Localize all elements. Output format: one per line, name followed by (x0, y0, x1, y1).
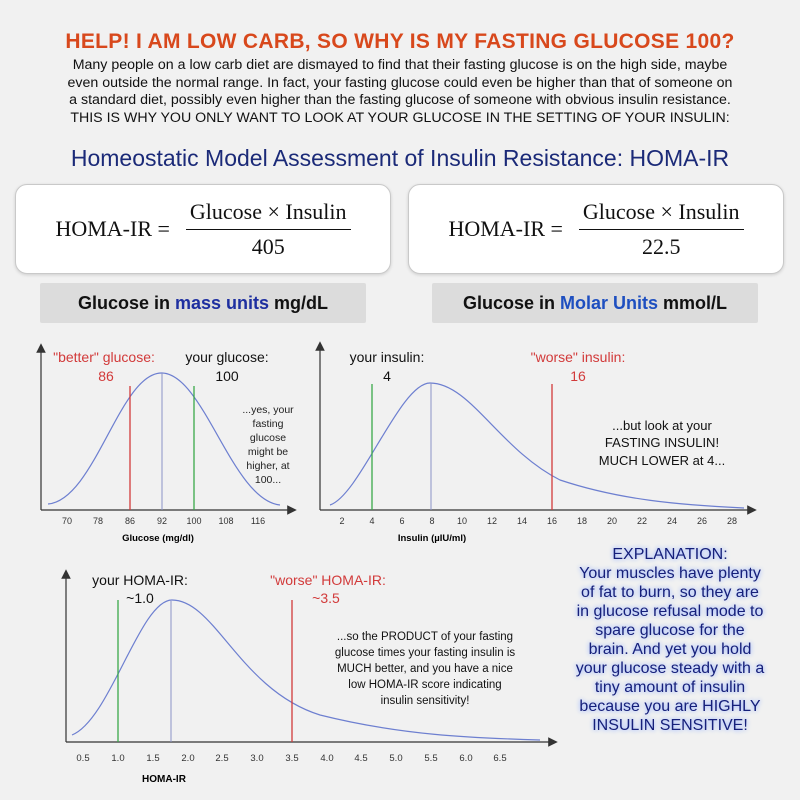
homa-your-label: your HOMA-IR: (92, 572, 188, 588)
glucose-better-value: 86 (98, 368, 114, 384)
note-line: ...but look at your (612, 418, 712, 433)
formula-numerator: Glucose × Insulin (186, 199, 351, 230)
tick-label: 4.5 (354, 753, 368, 764)
units-highlight: Molar Units (560, 292, 659, 313)
tick-label: 3.0 (250, 753, 264, 764)
formula-denominator: 405 (251, 233, 285, 259)
homa-xlabel: HOMA-IR (142, 774, 186, 785)
explanation-line: in glucose refusal mode to (576, 603, 764, 620)
explanation-line: brain. And yet you hold (588, 641, 752, 658)
note-line: MUCH LOWER at 4... (598, 453, 726, 468)
glucose-your-label: your glucose: (185, 349, 269, 365)
tick-label: 28 (726, 516, 738, 526)
explanation-line: Your muscles have plenty (579, 565, 761, 582)
note-line: FASTING INSULIN! (604, 435, 720, 450)
explanation-line: your glucose steady with a (575, 660, 765, 677)
insulin-chart (320, 346, 752, 544)
glucose-curve (48, 373, 280, 505)
glucose-your-value: 100 (215, 368, 239, 384)
tick-label: 5.5 (424, 753, 438, 764)
units-pre: Glucose in (462, 292, 555, 313)
glucose-better-label: "better" glucose: (53, 349, 155, 365)
note-line: might be (247, 446, 289, 458)
tick-label: 8 (429, 516, 435, 526)
homa-title: Homeostatic Model Assessment of Insulin Resistance: HOMA-IR (70, 145, 730, 171)
tick-label: 70 (61, 516, 73, 526)
tick-label: 1.0 (111, 753, 125, 764)
tick-label: 24 (666, 516, 678, 526)
glucose-chart (41, 348, 294, 544)
explanation-line: of fat to burn, so they are (581, 584, 759, 601)
insulin-xlabel: Insulin (µIU/ml) (397, 533, 467, 544)
formula-numerator: Glucose × Insulin (579, 199, 744, 230)
tick-label: 14 (516, 516, 528, 526)
note-line: glucose (249, 432, 287, 444)
formula-lhs: HOMA-IR = (55, 216, 170, 241)
tick-label: 12 (486, 516, 498, 526)
tick-label: 3.5 (285, 753, 299, 764)
tick-label: 20 (606, 516, 618, 526)
homa-your-value: ~1.0 (126, 590, 154, 606)
tick-label: 6.5 (493, 753, 507, 764)
glucose-note (242, 404, 294, 486)
homa-chart (66, 572, 553, 785)
explanation-line: spare glucose for the (595, 622, 745, 639)
glucose-xlabel: Glucose (mg/dl) (122, 533, 194, 544)
tick-label: 6 (399, 516, 405, 526)
homa-ticks (76, 753, 506, 764)
intro-line: THIS IS WHY YOU ONLY WANT TO LOOK AT YOUR GLUCOSE IN THE SETTING OF YOUR INSULIN: (70, 109, 730, 126)
tick-label: 108 (218, 516, 234, 526)
units-pre: Glucose in (77, 292, 170, 313)
note-line: glucose times your fasting insulin is (334, 647, 516, 659)
formula-denominator: 22.5 (641, 233, 681, 259)
tick-label: 6.0 (459, 753, 473, 764)
explanation-panel (556, 545, 784, 735)
tick-label: 5.0 (389, 753, 403, 764)
tick-label: 16 (546, 516, 558, 526)
units-post: mg/dL (274, 292, 329, 313)
note-line: fasting (252, 418, 284, 430)
headline: HELP! I AM LOW CARB, SO WHY IS MY FASTING GLUCOSE 100? (65, 30, 735, 53)
tick-label: 86 (124, 516, 136, 526)
insulin-your-value: 4 (383, 368, 391, 384)
tick-label: 1.5 (146, 753, 160, 764)
homa-worse-value: ~3.5 (312, 590, 340, 606)
tick-label: 2.5 (215, 753, 229, 764)
tick-label: 92 (156, 516, 168, 526)
intro-line: even outside the normal range. In fact, your fasting glucose could even be higher than that of someone on (67, 74, 733, 91)
note-line: higher, at (246, 460, 290, 472)
units-highlight: mass units (174, 292, 270, 313)
tick-label: 0.5 (76, 753, 90, 764)
note-line: ...yes, your (242, 404, 294, 416)
formula-lhs: HOMA-IR = (448, 216, 563, 241)
insulin-your-label: your insulin: (349, 349, 425, 365)
tick-label: 100 (186, 516, 202, 526)
note-line: 100... (254, 474, 282, 486)
glucose-ticks (62, 516, 265, 526)
insulin-worse-label: "worse" insulin: (530, 349, 626, 365)
intro-line: Many people on a low carb diet are dismayed to find that their fasting glucose is on the high side, maybe (72, 57, 728, 73)
tick-label: 2 (339, 516, 345, 526)
explanation-line: tiny amount of insulin (594, 679, 746, 696)
note-line: ...so the PRODUCT of your fasting (336, 631, 514, 643)
explanation-line: INSULIN SENSITIVE! (592, 717, 748, 734)
tick-label: 2.0 (181, 753, 195, 764)
explanation-heading: EXPLANATION: (612, 546, 728, 563)
tick-label: 78 (92, 516, 104, 526)
tick-label: 4 (369, 516, 375, 526)
note-line: MUCH better, and you have a nice (337, 663, 513, 675)
homa-note (335, 631, 515, 707)
note-line: insulin sensitivity! (380, 695, 470, 707)
insulin-note (599, 418, 725, 468)
tick-label: 26 (696, 516, 708, 526)
insulin-ticks (339, 516, 737, 526)
tick-label: 10 (456, 516, 468, 526)
intro-line: a standard diet, possibly even higher than the fasting glucose of someone with obvious insulin resistance. (69, 92, 731, 108)
note-line: low HOMA-IR score indicating (348, 679, 502, 691)
units-post: mmol/L (663, 292, 728, 313)
explanation-line: because you are HIGHLY (579, 698, 761, 715)
tick-label: 116 (250, 516, 266, 526)
homa-worse-label: "worse" HOMA-IR: (270, 572, 386, 588)
tick-label: 18 (576, 516, 588, 526)
tick-label: 22 (636, 516, 648, 526)
insulin-worse-value: 16 (570, 368, 586, 384)
tick-label: 4.0 (320, 753, 334, 764)
